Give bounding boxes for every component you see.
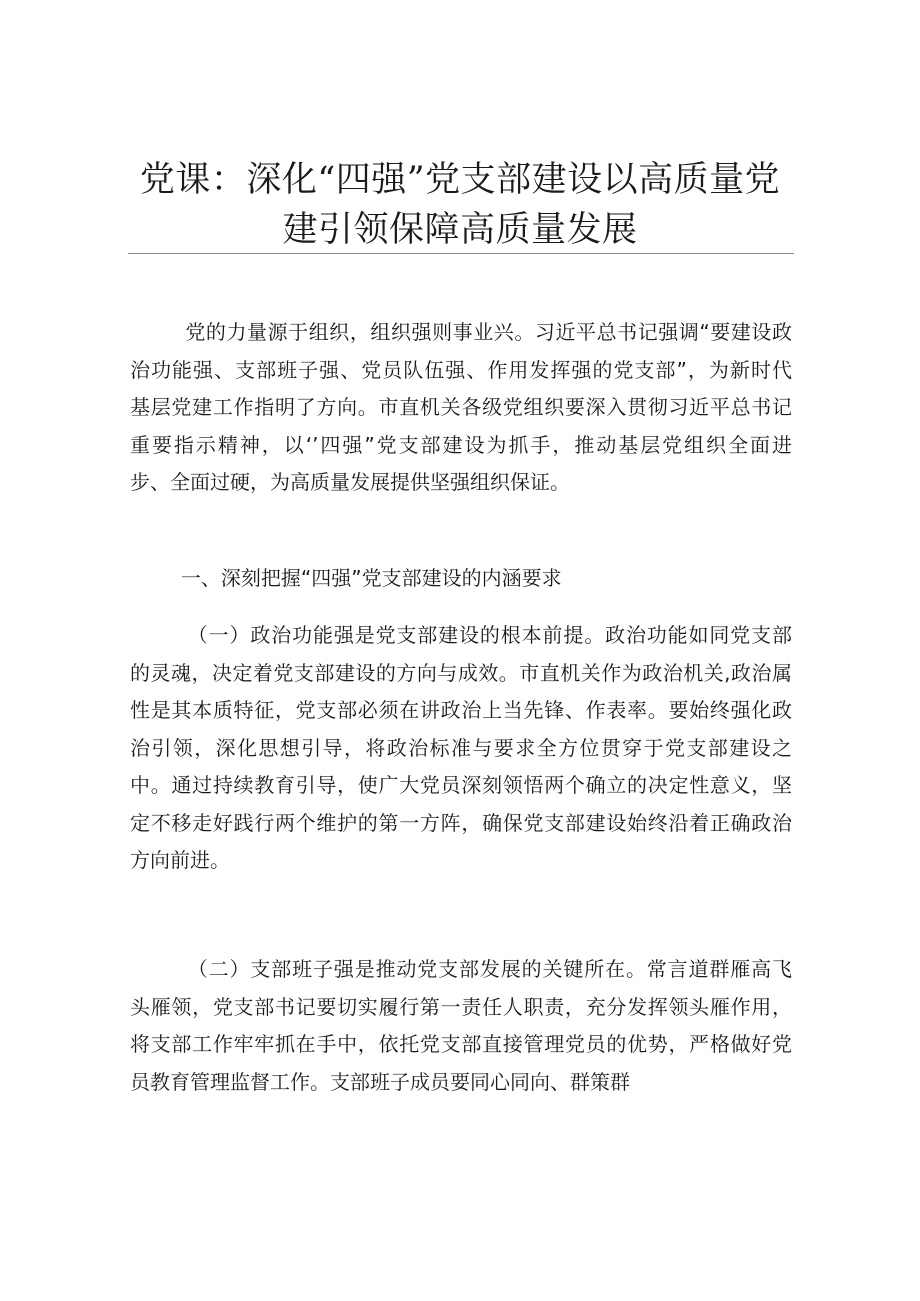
text-line: 重要指示精神，以‘’四强”党支部建设为抓手，推动基层党组织全面进 (130, 432, 792, 457)
text-line: 头雁领，党支部书记要切实履行第一责任人职责，充分发挥领头雁作用， (130, 994, 792, 1019)
text-line: 治引领，深化思想引导，将政治标准与要求全方位贯穿于党支部建设之 (130, 735, 792, 760)
text-line: （二）支部班子强是推动党支部发展的关键所在。常言道群雁高飞 (130, 957, 792, 981)
title-line: 党课：深化“四强”党支部建设以高质量党 (139, 160, 781, 200)
title-line: 建引领保障高质量发展 (282, 210, 638, 250)
paragraph-political-function (130, 617, 792, 880)
text-line: （一）政治功能强是党支部建设的根本前提。政治功能如同党支部 (130, 623, 792, 647)
heading-line: 一、深刻把握“四强”党支部建设的内涵要求 (130, 566, 562, 590)
text-line: 中。通过持续教育引导，使广大党员深刻领悟两个确立的决定性意义，坚 (130, 773, 792, 797)
text-line: 党的力量源于组织，组织强则事业兴。习近平总书记强调“要建设政 (130, 320, 792, 344)
text-line: 性是其本质特征，党支部必须在讲政治上当先锋、作表率。要始终强化政 (130, 698, 792, 722)
paragraph-branch-leadership (130, 951, 792, 1101)
section-heading-1 (130, 560, 792, 598)
title-underline-rule (128, 253, 794, 254)
text-line: 员教育管理监督工作。支部班子成员要同心同向、群策群 (130, 1069, 630, 1094)
text-line: 的灵魂，决定着党支部建设的方向与成效。市直机关作为政治机关,政治属 (130, 660, 792, 685)
document-title (128, 155, 792, 255)
text-line: 定不移走好践行两个维护的第一方阵，确保党支部建设始终沿着正确政治 (130, 810, 792, 835)
text-line: 将支部工作牢牢抓在手中，依托党支部直接管理党员的优势，严格做好党 (130, 1032, 792, 1056)
paragraph-intro (130, 314, 792, 502)
text-line: 治功能强、支部班子强、党员队伍强、作用发挥强的党支部”，为新时代 (130, 357, 792, 382)
text-line: 方向前进。 (130, 848, 230, 872)
text-line: 步、全面过硬，为高质量发展提供坚强组织保证。 (130, 470, 570, 494)
text-line: 基层党建工作指明了方向。市直机关各级党组织要深入贯彻习近平总书记 (130, 395, 792, 419)
